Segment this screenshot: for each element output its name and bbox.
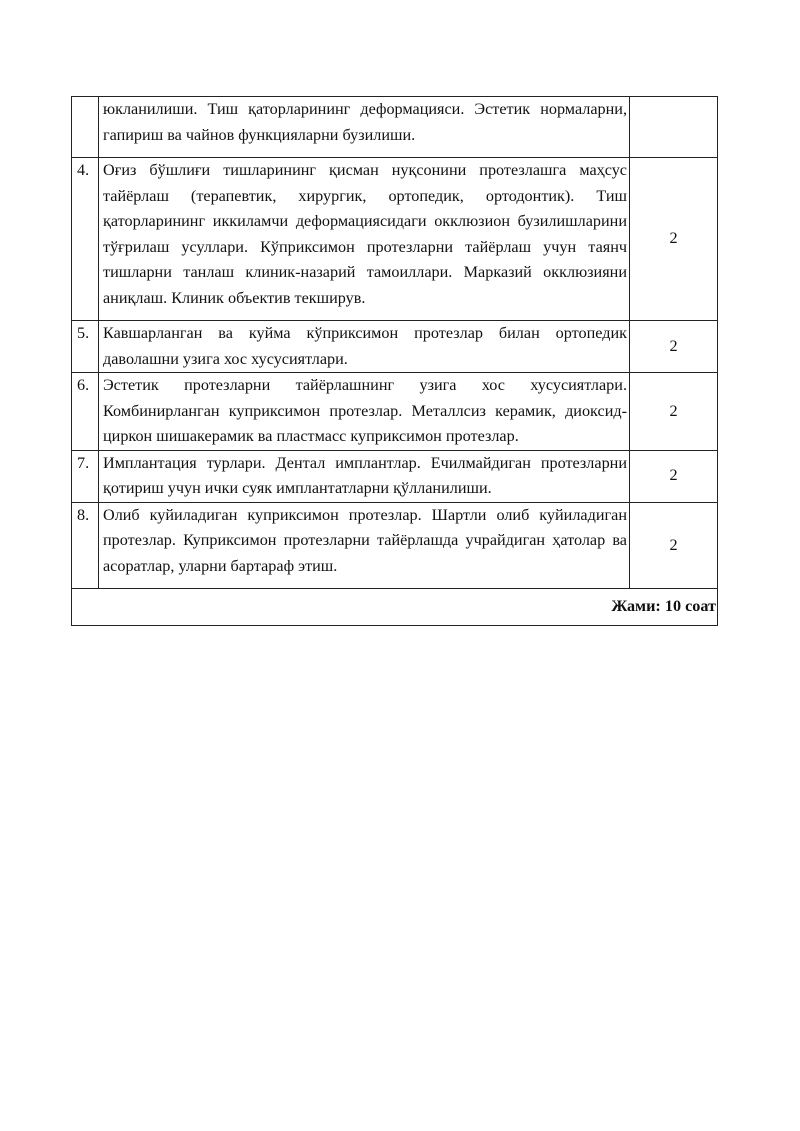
topic-text: Эстетик протезларни тайёрлашнинг узига хос хусусиятлари. Комбинирланган куприксимон протезлар. Металлсиз керамик, диоксид-циркон шишакерамик ва пластмасс куприксимон протезлар. bbox=[99, 373, 630, 451]
syllabus-table bbox=[71, 96, 718, 626]
hours-value: 2 bbox=[630, 373, 718, 451]
row-number: 5. bbox=[72, 321, 99, 373]
topic-text: Оғиз бўшлиғи тишларининг қисман нуқсонини протезлашга маҳсус тайёрлаш (терапевтик, хирургик, ортопедик, ортодонтик). Тиш қаторларининг иккиламчи деформациясидаги окклюзион бузилишларини тўғрилаш усуллари. Кўприксимон протезларни тайёрлаш учун таянч тишларни танлаш клиник-назарий тамоиллари. Марказий окклюзияни аниқлаш. Клиник объектив текширув. bbox=[99, 158, 630, 321]
table-row bbox=[72, 502, 718, 589]
hours-value bbox=[630, 97, 718, 158]
row-number: 4. bbox=[72, 158, 99, 321]
row-number: 8. bbox=[72, 502, 99, 589]
topic-text: Олиб куйиладиган куприксимон протезлар. Шартли олиб куйиладиган протезлар. Куприксимон протезларни тайёрлашда учрайдиган ҳатолар ва асоратлар, уларни бартараф этиш. bbox=[99, 502, 630, 589]
table-row bbox=[72, 97, 718, 158]
hours-value: 2 bbox=[630, 502, 718, 589]
hours-value: 2 bbox=[630, 450, 718, 502]
row-number bbox=[72, 97, 99, 158]
table-row bbox=[72, 158, 718, 321]
table-row bbox=[72, 373, 718, 451]
total-hours: Жами: 10 соат bbox=[72, 589, 718, 626]
topic-text: Кавшарланган ва куйма кўприксимон протезлар билан ортопедик даволашни узига хос хусусиятлари. bbox=[99, 321, 630, 373]
hours-value: 2 bbox=[630, 158, 718, 321]
hours-value: 2 bbox=[630, 321, 718, 373]
topic-text: Имплантация турлари. Дентал имплантлар. Ечилмайдиган протезларни қотириш учун ички суяк имплантатларни қўлланилиши. bbox=[99, 450, 630, 502]
table-row bbox=[72, 450, 718, 502]
topic-text: юкланилиши. Тиш қаторларининг деформацияси. Эстетик нормаларни, гапириш ва чайнов функцияларни бузилиши. bbox=[99, 97, 630, 158]
row-number: 6. bbox=[72, 373, 99, 451]
row-number: 7. bbox=[72, 450, 99, 502]
total-row bbox=[72, 589, 718, 626]
table-row bbox=[72, 321, 718, 373]
